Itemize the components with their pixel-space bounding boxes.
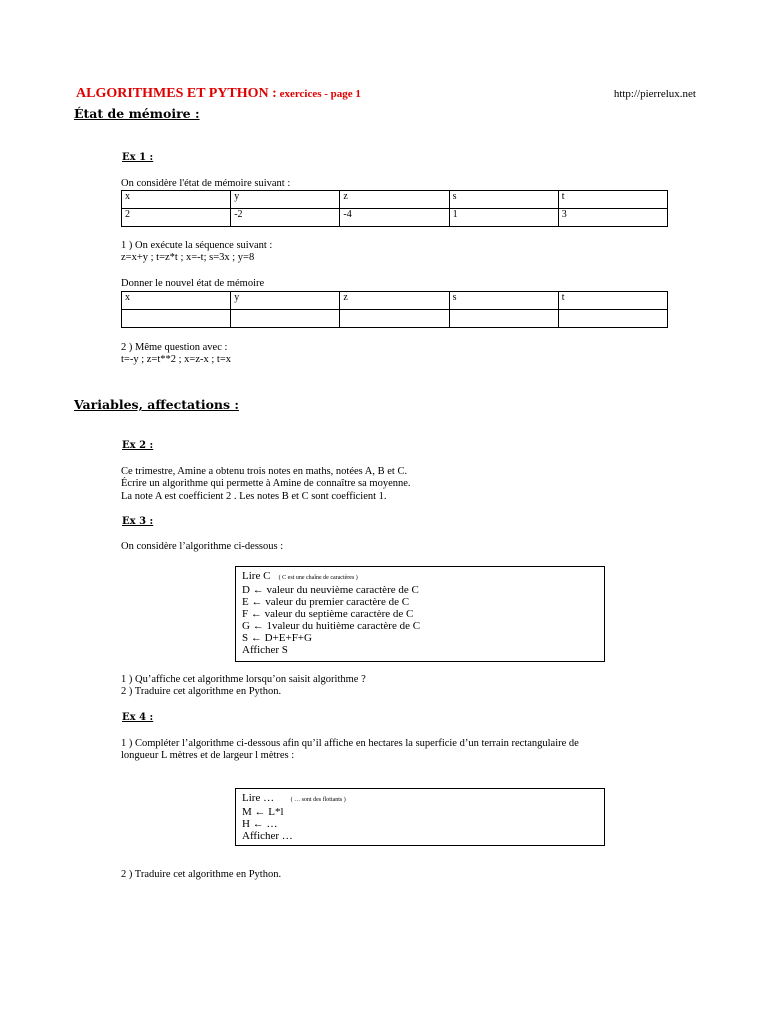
algo-line: D ← valeur du neuvième caractère de C bbox=[242, 584, 419, 596]
ex1-q1-line3: Donner le nouvel état de mémoire bbox=[121, 278, 265, 289]
ex4-line2: longueur L mètres et de largeur l mètres : bbox=[121, 750, 295, 761]
section-heading-variables: Variables, affectations : bbox=[74, 397, 240, 412]
ex3-label: Ex 3 : bbox=[122, 516, 154, 527]
title-sub: exercices - page 1 bbox=[276, 88, 361, 100]
ex3-q1: 1 ) Qu’affiche cet algorithme lorsqu’on saisit algorithme ? bbox=[121, 674, 366, 685]
algorithm-box-ex3 bbox=[235, 566, 605, 662]
algo-line: E ← valeur du premier caractère de C bbox=[242, 596, 410, 608]
ex2-line3: La note A est coefficient 2 . Les notes B et C sont coefficient 1. bbox=[121, 491, 387, 502]
table-header-cell: t bbox=[558, 191, 667, 209]
algo-note: ( … sont des flottants ) bbox=[290, 797, 346, 803]
ex1-intro: On considère l'état de mémoire suivant : bbox=[121, 178, 291, 189]
ex2-line1: Ce trimestre, Amine a obtenu trois notes en maths, notées A, B et C. bbox=[121, 466, 408, 477]
section-heading-memoire: État de mémoire : bbox=[74, 106, 200, 121]
title-main: ALGORITHMES ET PYTHON : bbox=[76, 86, 277, 101]
table-cell bbox=[340, 310, 449, 328]
algo-note: ( C est une chaîne de caractères ) bbox=[278, 575, 358, 581]
ex1-q2-line1: 2 ) Même question avec : bbox=[121, 342, 228, 353]
ex4-q2: 2 ) Traduire cet algorithme en Python. bbox=[121, 869, 282, 880]
ex2-line2: Écrire un algorithme qui permette à Amine de connaître sa moyenne. bbox=[121, 478, 411, 489]
algo-line: Afficher S bbox=[242, 644, 288, 656]
algo-line: S ← D+E+F+G bbox=[242, 632, 312, 644]
table-header-row bbox=[122, 292, 668, 310]
algo-line: H ← … bbox=[242, 818, 278, 830]
ex1-q1-line1: 1 ) On exécute la séquence suivant : bbox=[121, 240, 273, 251]
table-cell bbox=[231, 310, 340, 328]
table-header-cell: x bbox=[122, 292, 231, 310]
site-url-link[interactable]: http://pierrelux.net bbox=[613, 88, 696, 100]
memory-table-answer bbox=[121, 291, 668, 328]
algo-line: G ← 1valeur du huitième caractère de C bbox=[242, 620, 421, 632]
memory-table-initial bbox=[121, 190, 668, 227]
algo-line: M ← L*l bbox=[242, 806, 284, 818]
table-cell: 1 bbox=[449, 209, 558, 227]
table-header-cell: y bbox=[231, 191, 340, 209]
table-header-cell: t bbox=[558, 292, 667, 310]
table-cell: 2 bbox=[122, 209, 231, 227]
document-title bbox=[76, 86, 361, 102]
algo-line-text: Lire C bbox=[242, 570, 271, 582]
table-header-cell: s bbox=[449, 191, 558, 209]
table-cell bbox=[558, 310, 667, 328]
table-cell bbox=[449, 310, 558, 328]
table-header-cell: z bbox=[340, 191, 449, 209]
table-row bbox=[122, 209, 668, 227]
ex3-q2: 2 ) Traduire cet algorithme en Python. bbox=[121, 686, 282, 697]
ex1-q2-line2: t=-y ; z=t**2 ; x=z-x ; t=x bbox=[121, 354, 232, 365]
ex4-line1: 1 ) Compléter l’algorithme ci-dessous afin qu’il affiche en hectares la superficie d’un terrain rectangulaire de bbox=[121, 738, 579, 749]
algo-line bbox=[242, 570, 598, 584]
table-header-cell: x bbox=[122, 191, 231, 209]
table-cell bbox=[122, 310, 231, 328]
ex3-intro: On considère l’algorithme ci-dessous : bbox=[121, 541, 284, 552]
ex2-label: Ex 2 : bbox=[122, 440, 154, 451]
table-header-cell: s bbox=[449, 292, 558, 310]
algo-line: F ← valeur du septième caractère de C bbox=[242, 608, 414, 620]
ex4-label: Ex 4 : bbox=[122, 712, 154, 723]
ex1-label: Ex 1 : bbox=[122, 152, 154, 163]
algo-line: Afficher … bbox=[242, 830, 293, 842]
algo-line bbox=[242, 792, 598, 806]
ex1-q1-line2: z=x+y ; t=z*t ; x=-t; s=3x ; y=8 bbox=[121, 252, 255, 263]
table-cell: 3 bbox=[558, 209, 667, 227]
table-header-cell: z bbox=[340, 292, 449, 310]
table-header-row bbox=[122, 191, 668, 209]
algorithm-box-ex4 bbox=[235, 788, 605, 846]
table-cell: -4 bbox=[340, 209, 449, 227]
table-header-cell: y bbox=[231, 292, 340, 310]
table-cell: -2 bbox=[231, 209, 340, 227]
algo-line-text: Lire … bbox=[242, 792, 275, 804]
table-row bbox=[122, 310, 668, 328]
